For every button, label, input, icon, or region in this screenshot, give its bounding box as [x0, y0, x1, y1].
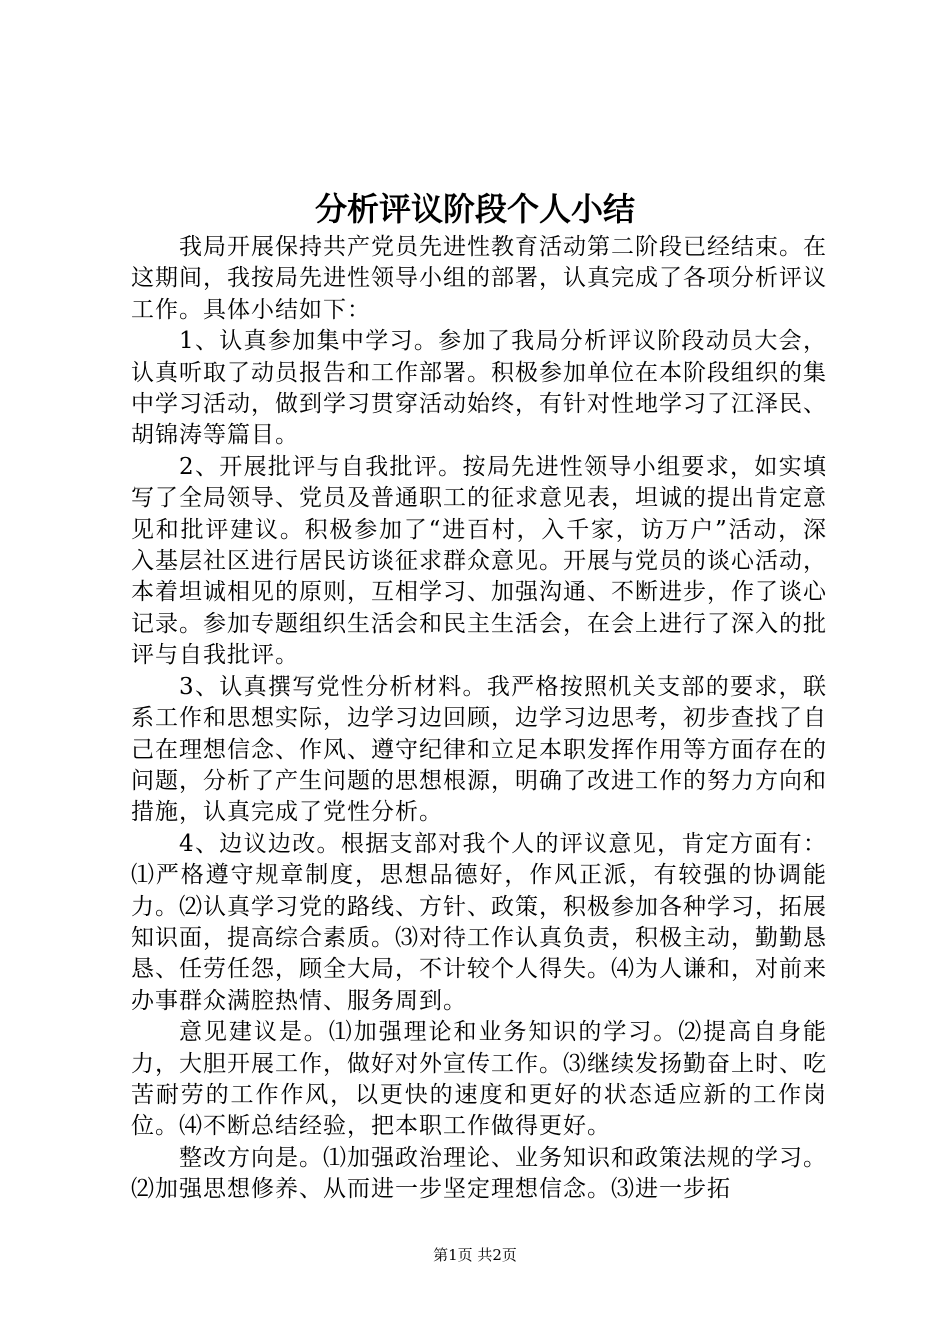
page-number-footer: 第1页 共2页 [433, 1246, 517, 1264]
paragraph-intro: 我局开展保持共产党员先进性教育活动第二阶段已经结束。在这期间，我按局先进性领导小组的部署，认真完成了各项分析评议工作。具体小结如下： [131, 234, 827, 323]
document-title: 分析评议阶段个人小结 [314, 190, 635, 228]
paragraph-rectification: 整改方向是。⑴加强政治理论、业务知识和政策法规的学习。⑵加强思想修养、从而进一步坚定理想信念。⑶进一步拓 [131, 1144, 827, 1203]
paragraph-item-3: 3、认真撰写党性分析材料。我严格按照机关支部的要求，联系工作和思想实际，边学习边回顾，边学习边思考，初步查找了自己在理想信念、作风、遵守纪律和立足本职发挥作用等方面存在的问题，分析了产生问题的思想根源，明确了改进工作的努力方向和措施，认真完成了党性分析。 [131, 673, 827, 826]
paragraph-item-4: 4、边议边改。根据支部对我个人的评议意见，肯定方面有：⑴严格遵守规章制度，思想品德好，作风正派，有较强的协调能力。⑵认真学习党的路线、方针、政策，积极参加各种学习，拓展知识面，提高综合素质。⑶对待工作认真负责，积极主动，勤勤恳恳、任劳任怨，顾全大局，不计较个人得失。⑷为人谦和，对前来办事群众满腔热情、服务周到。 [131, 830, 827, 1014]
paragraph-suggestions: 意见建议是。⑴加强理论和业务知识的学习。⑵提高自身能力，大胆开展工作，做好对外宣传工作。⑶继续发扬勤奋上时、吃苦耐劳的工作作风，以更快的速度和更好的状态适应新的工作岗位。⑷不断总结经验，把本职工作做得更好。 [131, 1019, 827, 1140]
paragraph-item-2: 2、开展批评与自我批评。按局先进性领导小组要求，如实填写了全局领导、党员及普通职工的征求意见表，坦诚的提出肯定意见和批评建议。积极参加了“进百村，入千家，访万户”活动，深入基层社区进行居民访谈征求群众意见。开展与党员的谈心活动，本着坦诚相见的原则，互相学习、加强沟通、不断进步，作了谈心记录。参加专题组织生活会和民主生活会，在会上进行了深入的批评与自我批评。 [131, 453, 827, 669]
document-body [131, 232, 827, 1206]
paragraph-item-1: 1、认真参加集中学习。参加了我局分析评议阶段动员大会，认真听取了动员报告和工作部署。积极参加单位在本阶段组织的集中学习活动，做到学习贯穿活动始终，有针对性地学习了江泽民、胡锦涛等篇目。 [131, 328, 827, 449]
